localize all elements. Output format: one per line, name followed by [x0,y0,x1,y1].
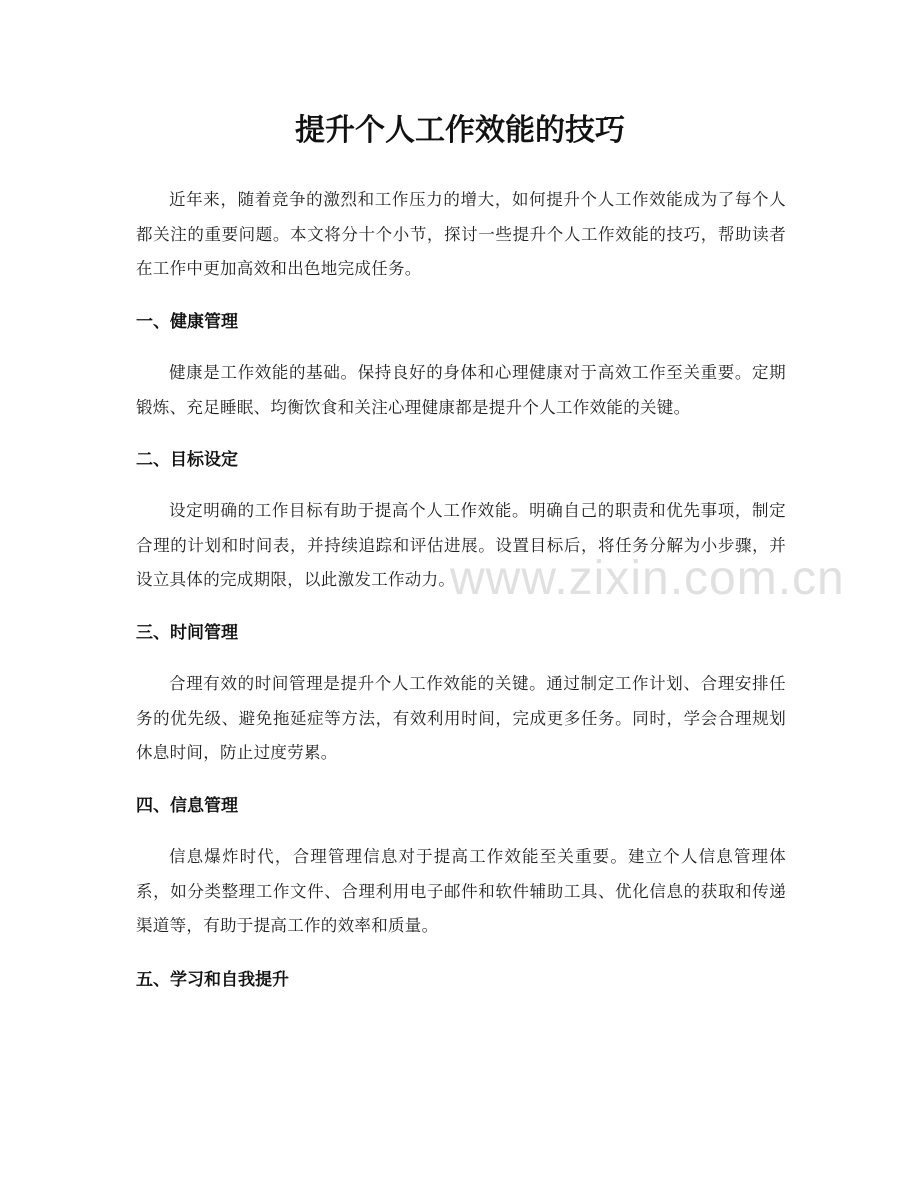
section-heading-time: 三、时间管理 [136,623,238,643]
intro-paragraph: 近年来，随着竞争的激烈和工作压力的增大，如何提升个人工作效能成为了每个人都关注的重要问题。本文将分十个小节，探讨一些提升个人工作效能的技巧，帮助读者在工作中更加高效和出色地完成任务。 [136,190,786,278]
section-heading-learning: 五、学习和自我提升 [136,970,289,990]
section-body-health: 健康是工作效能的基础。保持良好的身体和心理健康对于高效工作至关重要。定期锻炼、充足睡眠、均衡饮食和关注心理健康都是提升个人工作效能的关键。 [136,363,786,417]
section-heading-goals: 二、目标设定 [136,450,238,470]
document-title: 提升个人工作效能的技巧 [295,113,625,148]
section-heading-information: 四、信息管理 [136,796,238,816]
section-body-goals: 设定明确的工作目标有助于提高个人工作效能。明确自己的职责和优先事项，制定合理的计划和时间表，并持续追踪和评估进展。设置目标后，将任务分解为小步骤，并设立具体的完成期限，以此激发工作动力。 [136,501,786,589]
section-body-information: 信息爆炸时代，合理管理信息对于提高工作效能至关重要。建立个人信息管理体系，如分类整理工作文件、合理利用电子邮件和软件辅助工具、优化信息的获取和传递渠道等，有助于提高工作的效率和质量。 [136,847,786,935]
section-heading-health: 一、健康管理 [136,312,238,332]
watermark: www.zixin.com.cn [450,552,845,605]
section-body-time: 合理有效的时间管理是提升个人工作效能的关键。通过制定工作计划、合理安排任务的优先级、避免拖延症等方法，有效利用时间，完成更多任务。同时，学会合理规划休息时间，防止过度劳累。 [136,674,786,762]
